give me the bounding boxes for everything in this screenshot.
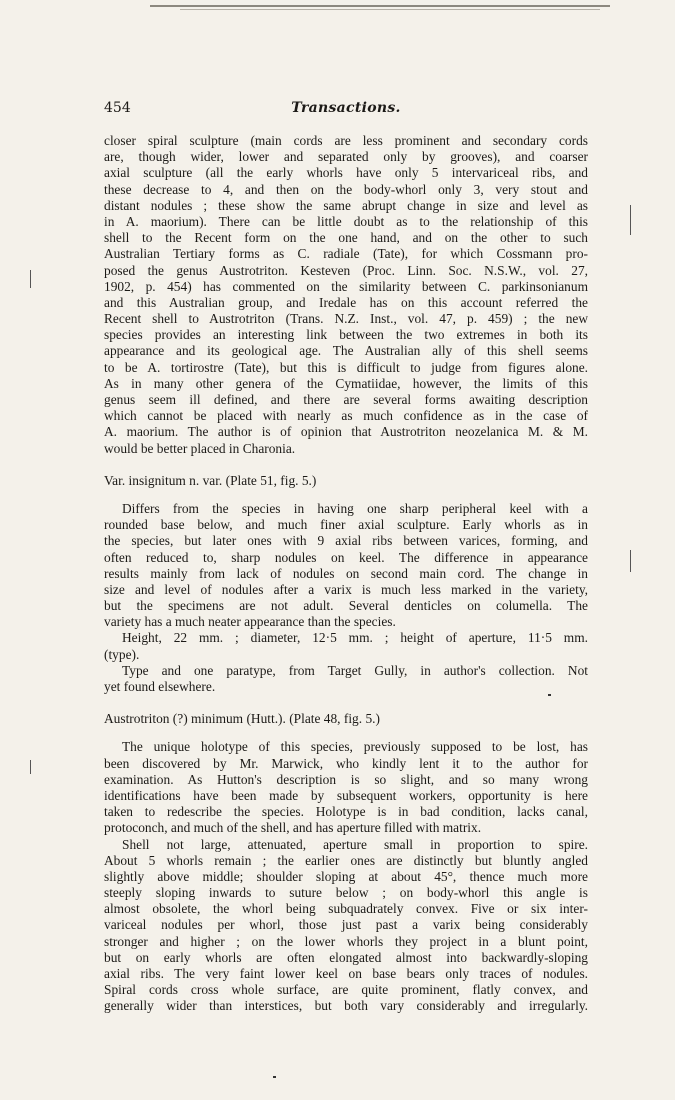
- section-heading-var-insignitum: [104, 473, 588, 489]
- margin-mark: [30, 760, 31, 774]
- text-line: The unique holotype of this species, previously supposed to be lost, has: [122, 739, 588, 755]
- paragraph: [104, 501, 588, 631]
- paragraph: [104, 133, 588, 457]
- text-line: generally wider than interstices, but both vary considerably and irregularly.: [104, 998, 588, 1014]
- margin-mark: [630, 550, 631, 572]
- running-title: Transactions.: [291, 100, 401, 116]
- text-line: these decrease to 4, and then on the body-whorl only 3, very stout and: [104, 181, 588, 197]
- text-line: slightly above middle; shoulder sloping at about 45°, thence much more: [104, 868, 588, 884]
- margin-mark: [30, 270, 31, 288]
- text-line: As in many other genera of the Cymatiidae, however, the limits of this: [104, 375, 588, 391]
- text-line: but the specimens are not adult. Several denticles on columella. The: [104, 598, 588, 614]
- heading-line: Austrotriton (?) minimum (Hutt.). (Plate 48, fig. 5.): [104, 711, 380, 727]
- text-line: would be better placed in Charonia.: [104, 440, 296, 456]
- text-line: A. maorium. The author is of opinion that Austrotriton neozelanica M. & M.: [104, 424, 588, 440]
- scan-edge-line: [150, 5, 610, 7]
- text-line: Height, 22 mm. ; diameter, 12·5 mm. ; height of aperture, 11·5 mm.: [122, 630, 588, 646]
- margin-mark: [630, 205, 631, 235]
- text-line: variety has a much neater appearance than the species.: [104, 614, 396, 630]
- heading-line: Var. insignitum n. var. (Plate 51, fig. 5.): [104, 472, 317, 488]
- text-line: stronger and higher ; on the lower whorls they project in a blunt point,: [104, 933, 588, 949]
- text-line: protoconch, and much of the shell, and has aperture filled with matrix.: [104, 820, 482, 836]
- text-line: almost obsolete, the whorl being subquadrately convex. Five or six inter-: [104, 901, 588, 917]
- text-line: closer spiral sculpture (main cords are less prominent and secondary cords: [104, 133, 588, 148]
- text-line: to be A. tortirostre (Tate), but this is difficult to judge from figures alone.: [104, 359, 588, 375]
- text-line: been discovered by Mr. Marwick, who kindly lent it to the author for: [104, 755, 588, 771]
- text-line: are, though wider, lower and separated only by grooves), and coarser: [104, 149, 588, 165]
- text-line: Shell not large, attenuated, aperture small in proportion to spire.: [122, 836, 588, 852]
- text-line: and this Australian group, and Iredale has on this account referred the: [104, 294, 588, 310]
- text-line: which cannot be placed with nearly as much confidence as in the case of: [104, 408, 588, 424]
- text-line: rounded base below, and much finer axial sculpture. Early whorls as in: [104, 517, 588, 533]
- text-line: in A. maorium). There can be little doubt as to the relationship of this: [104, 213, 588, 229]
- text-line: examination. As Hutton's description is so slight, and so many wrong: [104, 771, 588, 787]
- text-line: axial ribs. The very faint lower keel on base bears only traces of nodules.: [104, 966, 588, 981]
- text-line: distant nodules ; these show the same abrupt change in size and level as: [104, 197, 588, 213]
- paragraph: [104, 837, 588, 1015]
- paragraph: [104, 739, 588, 836]
- text-line: shell to the Recent form on the one hand, and on the other to such: [104, 230, 588, 246]
- text-line: variceal nodules per whorl, those just past a varix being considerably: [104, 917, 588, 933]
- text-line: (type).: [104, 646, 140, 662]
- text-line: axial sculpture (all the early whorls have only 5 intervariceal ribs, and: [104, 165, 588, 181]
- text-line: Australian Tertiary forms as C. radiale (Tate), for which Cossmann pro-: [104, 246, 588, 262]
- page-body: [104, 133, 588, 1015]
- text-line: posed the genus Austrotriton. Kesteven (Proc. Linn. Soc. N.S.W., vol. 27,: [104, 262, 588, 278]
- text-line: species provides an interesting link between the two extremes in both its: [104, 327, 588, 343]
- text-line: 1902, p. 454) has commented on the similarity between C. parkinsonianum: [104, 278, 588, 294]
- text-line: Spiral cords cross whole surface, are quite prominent, flatly convex, and: [104, 982, 588, 998]
- text-line: About 5 whorls remain ; the earlier ones are distinctly but bluntly angled: [104, 852, 588, 868]
- text-line: Differs from the species in having one sharp peripheral keel with a: [122, 500, 588, 516]
- paragraph: [104, 663, 588, 695]
- text-line: size and level of nodules after a varix is much less marked in the variety,: [104, 581, 588, 597]
- text-line: genus seem ill defined, and there are several forms awaiting description: [104, 392, 588, 407]
- text-line: yet found elsewhere.: [104, 679, 216, 694]
- text-line: identifications have been made by subsequent workers, opportunity is here: [104, 787, 588, 803]
- page-header: [104, 100, 588, 122]
- text-line: but on early whorls are often elongated almost into backwardly-sloping: [104, 949, 588, 965]
- text-line: Recent shell to Austrotriton (Trans. N.Z. Inst., vol. 47, p. 459) ; the new: [104, 311, 588, 327]
- text-line: results mainly from lack of nodules on second main cord. The change in: [104, 565, 588, 581]
- scan-edge-line: [180, 9, 600, 10]
- text-line: Type and one paratype, from Target Gully, in author's collection. Not: [122, 662, 588, 678]
- text-line: the species, but later ones with 9 axial ribs between varices, forming, and: [104, 533, 588, 549]
- text-line: often reduced to, sharp nodules on keel. The difference in appearance: [104, 549, 588, 565]
- text-line: taken to redescribe the species. Holotype is in bad condition, lacks canal,: [104, 804, 588, 820]
- speck: [273, 1076, 276, 1078]
- text-line: steeply sloping inwards to suture below ; on body-whorl this angle is: [104, 885, 588, 901]
- text-line: appearance and its geological age. The Australian ally of this shell seems: [104, 343, 588, 359]
- paragraph: [104, 630, 588, 662]
- section-heading-austrotriton-minimum: [104, 711, 588, 727]
- page-number: 454: [104, 100, 131, 116]
